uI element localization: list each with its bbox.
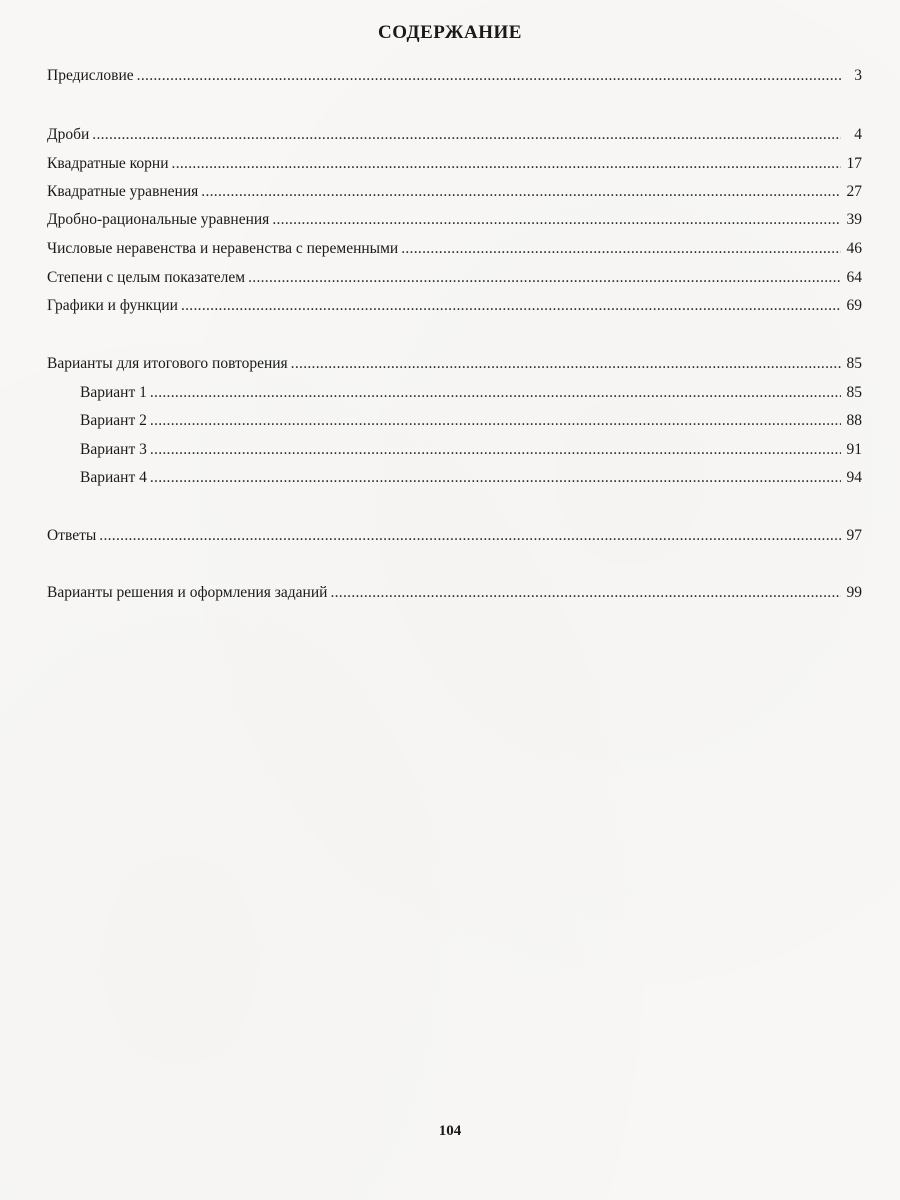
toc-entry-label: Дроби: [47, 126, 90, 143]
toc-entry-rational-equations[interactable]: [47, 209, 862, 231]
toc-leader-dots: [201, 181, 841, 203]
toc-entry-page: 4: [854, 126, 862, 143]
toc-entry-label: Числовые неравенства и неравенства с переменными: [47, 240, 399, 257]
toc-entry-page: 39: [846, 211, 862, 228]
toc-entry-label: Квадратные уравнения: [47, 183, 199, 200]
toc-entry-label: Варианты решения и оформления заданий: [47, 584, 328, 601]
toc-entry-label: Варианты для итогового повторения: [47, 355, 288, 372]
toc-leader-dots: [150, 439, 841, 461]
toc-entry-page: 27: [846, 183, 862, 200]
toc-leader-dots: [99, 525, 841, 547]
toc-entry-label: Предисловие: [47, 67, 134, 84]
toc-leader-dots: [150, 467, 841, 489]
toc-entry-variant-4[interactable]: [80, 467, 862, 489]
toc-entry-preface[interactable]: [47, 65, 862, 87]
toc-entry-page: 97: [846, 527, 862, 544]
page-number: 104: [438, 1123, 462, 1139]
toc-entry-page: 88: [846, 412, 862, 429]
toc-entry-square-roots[interactable]: [47, 153, 862, 175]
toc-entry-variant-1[interactable]: [80, 382, 862, 404]
toc-leader-dots: [330, 582, 841, 604]
toc-entry-label: Квадратные корни: [47, 155, 169, 172]
toc-entry-page: 64: [846, 269, 862, 286]
toc-leader-dots: [137, 65, 841, 87]
toc-entry-label: Вариант 3: [80, 441, 147, 458]
toc-entry-label: Ответы: [47, 527, 97, 544]
toc-entry-variant-3[interactable]: [80, 439, 862, 461]
toc-entry-page: 91: [846, 441, 862, 458]
toc-leader-dots: [181, 295, 841, 317]
toc-entry-graphs-functions[interactable]: [47, 295, 862, 317]
toc-leader-dots: [272, 209, 841, 231]
toc-entry-page: 85: [846, 384, 862, 401]
toc-entry-page: 94: [846, 469, 862, 486]
toc-entry-inequalities[interactable]: [47, 238, 862, 260]
toc-leader-dots: [92, 124, 841, 146]
toc-entry-fractions[interactable]: [47, 124, 862, 146]
toc-entry-quadratic-equations[interactable]: [47, 181, 862, 203]
toc-leader-dots: [401, 238, 841, 260]
toc-entry-page: 99: [846, 584, 862, 601]
toc-entry-label: Дробно-рациональные уравнения: [47, 211, 270, 228]
toc-leader-dots: [291, 353, 841, 375]
toc-leader-dots: [248, 267, 841, 289]
toc-entry-solutions[interactable]: [47, 582, 862, 604]
toc-entry-label: Вариант 1: [80, 384, 147, 401]
toc-entry-page: 3: [854, 67, 862, 84]
page-title: СОДЕРЖАНИЕ: [378, 22, 522, 43]
toc-entry-page: 46: [846, 240, 862, 257]
toc-entry-review-variants[interactable]: [47, 353, 862, 375]
toc-entry-page: 17: [846, 155, 862, 172]
toc-entry-variant-2[interactable]: [80, 410, 862, 432]
toc-leader-dots: [150, 410, 841, 432]
toc-entry-answers[interactable]: [47, 525, 862, 547]
toc-entry-label: Графики и функции: [47, 297, 178, 314]
toc-entry-integer-powers[interactable]: [47, 267, 862, 289]
toc-entry-page: 69: [846, 297, 862, 314]
toc-entry-label: Вариант 4: [80, 469, 147, 486]
toc-entry-page: 85: [846, 355, 862, 372]
toc-entry-label: Степени с целым показателем: [47, 269, 246, 286]
toc-leader-dots: [150, 382, 841, 404]
toc-leader-dots: [172, 153, 841, 175]
toc-entry-label: Вариант 2: [80, 412, 147, 429]
